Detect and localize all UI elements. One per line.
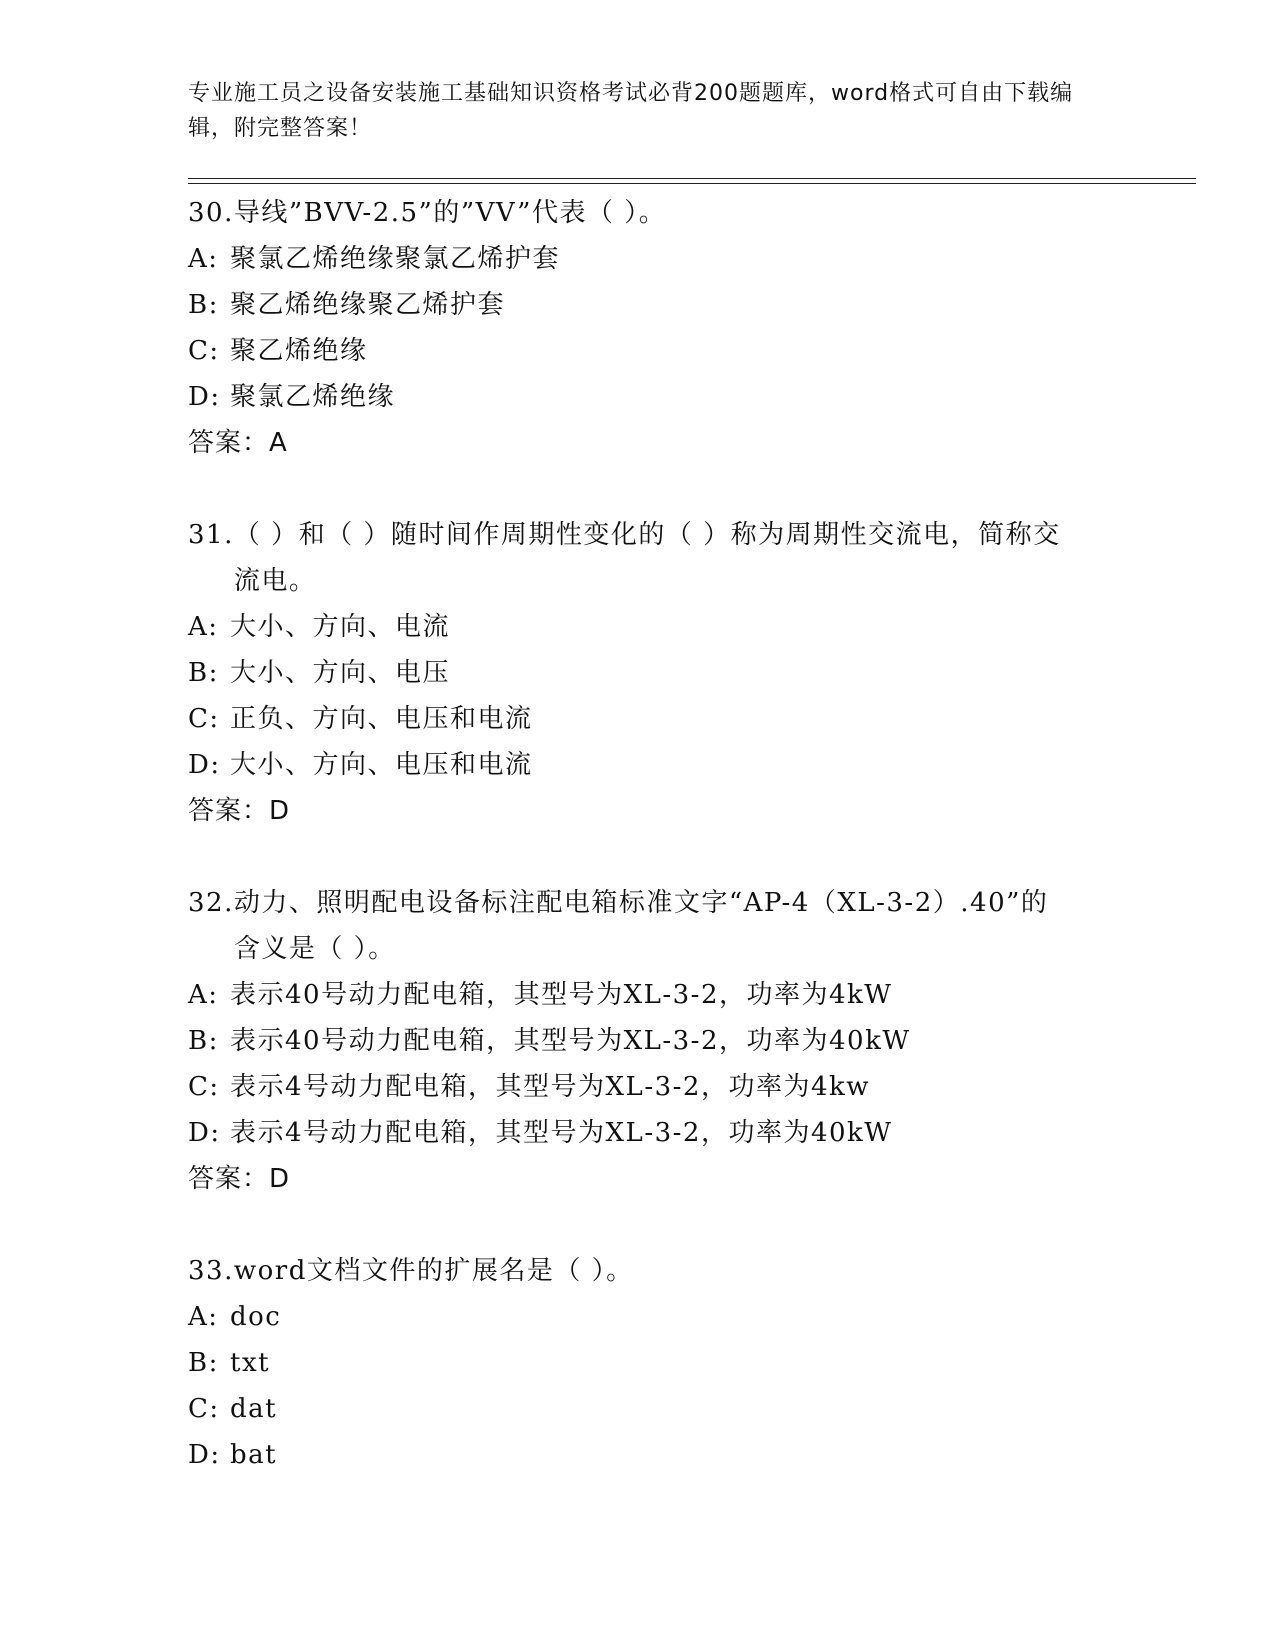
option-key: D: xyxy=(188,1118,221,1148)
option-key: B: xyxy=(188,290,219,320)
option-c xyxy=(188,696,1068,742)
answer-line xyxy=(188,788,1068,834)
option-text: 聚乙烯绝缘聚乙烯护套 xyxy=(230,290,506,320)
option-c xyxy=(188,1386,1068,1432)
question-stem: word文档文件的扩展名是（ ）。 xyxy=(233,1256,634,1286)
option-a xyxy=(188,1294,1068,1340)
option-c xyxy=(188,1064,1068,1110)
option-text: 表示40号动力配电箱，其型号为XL-3-2，功率为40kW xyxy=(230,1026,911,1056)
document-header: 专业施工员之设备安装施工基础知识资格考试必背200题题库，word格式可自由下载编辑，附完整答案！ xyxy=(188,81,1074,141)
option-text: doc xyxy=(230,1302,282,1332)
question-32 xyxy=(188,880,1068,1202)
question-text xyxy=(188,1248,1068,1294)
answer-line xyxy=(188,420,1068,466)
question-text xyxy=(188,880,1068,972)
option-key: C: xyxy=(188,1072,220,1102)
option-key: D: xyxy=(188,382,221,412)
option-key: B: xyxy=(188,1026,219,1056)
question-text xyxy=(188,190,1068,236)
question-number: 32. xyxy=(188,888,234,918)
option-text: 聚氯乙烯绝缘 xyxy=(230,382,396,412)
question-33 xyxy=(188,1248,1068,1478)
option-d xyxy=(188,1110,1068,1156)
option-key: A: xyxy=(188,244,219,274)
option-b xyxy=(188,1018,1068,1064)
option-key: A: xyxy=(188,980,219,1010)
answer-value: A xyxy=(269,428,288,458)
option-text: dat xyxy=(230,1394,278,1424)
header-divider-top xyxy=(188,178,1196,179)
option-key: C: xyxy=(188,336,220,366)
option-a xyxy=(188,604,1068,650)
option-c xyxy=(188,328,1068,374)
option-text: 聚氯乙烯绝缘聚氯乙烯护套 xyxy=(230,244,561,274)
question-text xyxy=(188,512,1068,604)
answer-label: 答案： xyxy=(188,796,270,826)
option-text: txt xyxy=(230,1348,271,1378)
question-list xyxy=(188,190,1068,1524)
option-key: A: xyxy=(188,612,219,642)
question-stem: 导线”BVV-2.5”的”VV”代表（ ）。 xyxy=(233,198,667,228)
option-key: B: xyxy=(188,1348,219,1378)
option-key: D: xyxy=(188,1440,221,1470)
option-a xyxy=(188,236,1068,282)
option-text: 大小、方向、电压 xyxy=(230,658,451,688)
answer-value: D xyxy=(269,1164,291,1194)
header-divider-bottom xyxy=(188,183,1196,184)
answer-label: 答案： xyxy=(188,1164,270,1194)
option-text: 聚乙烯绝缘 xyxy=(230,336,368,366)
option-text: 表示4号动力配电箱，其型号为XL-3-2，功率为40kW xyxy=(230,1118,893,1148)
question-number: 33. xyxy=(188,1256,234,1286)
option-text: 大小、方向、电流 xyxy=(230,612,451,642)
option-key: A: xyxy=(188,1302,219,1332)
option-d xyxy=(188,742,1068,788)
question-30 xyxy=(188,190,1068,466)
option-key: B: xyxy=(188,658,219,688)
option-key: D: xyxy=(188,750,221,780)
option-b xyxy=(188,1340,1068,1386)
option-text: 表示40号动力配电箱，其型号为XL-3-2，功率为4kW xyxy=(230,980,893,1010)
option-d xyxy=(188,1432,1068,1478)
answer-line xyxy=(188,1156,1068,1202)
option-d xyxy=(188,374,1068,420)
option-text: 表示4号动力配电箱，其型号为XL-3-2，功率为4kw xyxy=(230,1072,871,1102)
question-stem: （ ）和（ ）随时间作周期性变化的（ ）称为周期性交流电，简称交流电。 xyxy=(233,520,1061,596)
option-text: 正负、方向、电压和电流 xyxy=(230,704,533,734)
question-stem: 动力、照明配电设备标注配电箱标准文字“AP-4（XL-3-2）.40”的含义是（ ）。 xyxy=(233,888,1049,964)
option-key: C: xyxy=(188,704,220,734)
option-text: 大小、方向、电压和电流 xyxy=(230,750,533,780)
answer-value: D xyxy=(269,796,291,826)
option-b xyxy=(188,650,1068,696)
option-key: C: xyxy=(188,1394,220,1424)
option-text: bat xyxy=(230,1440,278,1470)
question-number: 30. xyxy=(188,198,234,228)
option-a xyxy=(188,972,1068,1018)
question-number: 31. xyxy=(188,520,234,550)
answer-label: 答案： xyxy=(188,428,270,458)
option-b xyxy=(188,282,1068,328)
question-31 xyxy=(188,512,1068,834)
